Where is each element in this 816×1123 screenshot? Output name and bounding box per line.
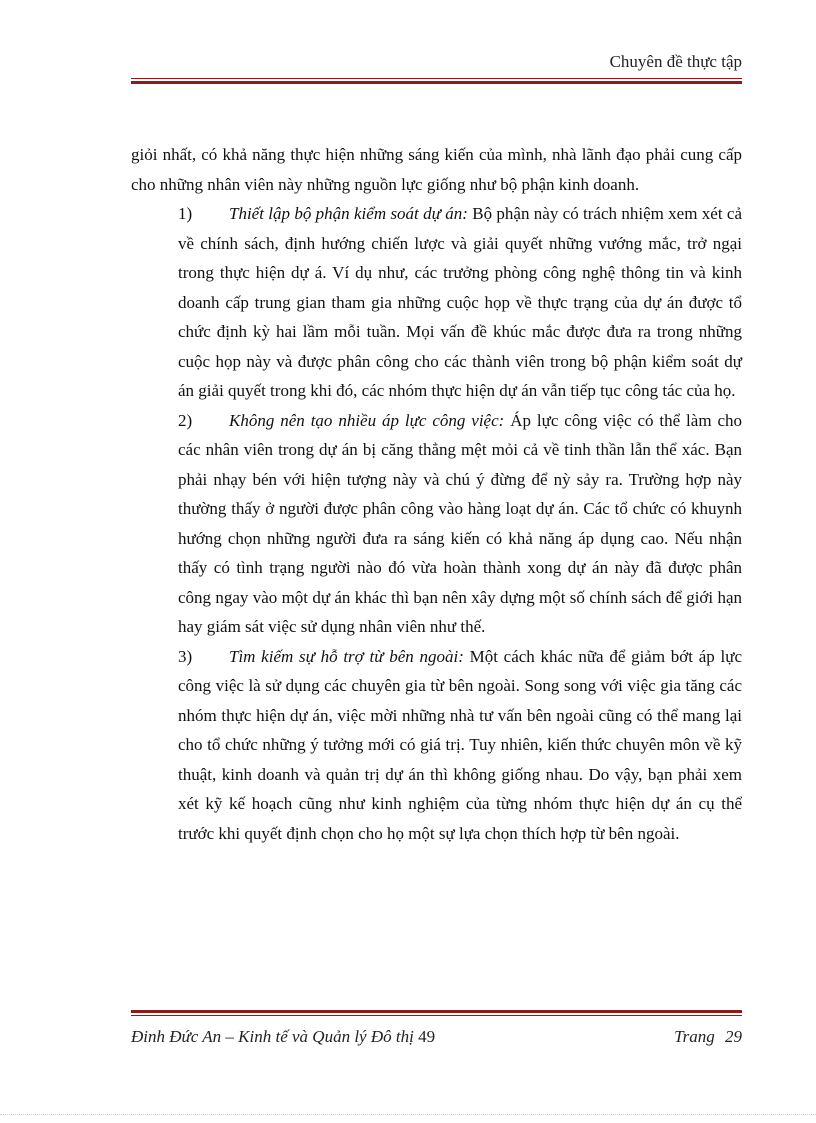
footer-rule-thin (131, 1015, 742, 1016)
item-text: Áp lực công việc có thể làm cho các nhân viên trong dự án bị căng thẳng mệt mỏi cả về tinh thần lẫn thể xác. Bạn phải nhạy bén với hiện tượng này và chú ý đừng để nỳ sảy ra. Trường hợp này thường thấy ở người được phân công vào hàng loạt dự án. Các tổ chức có khuynh hướng chọn những người đưa ra sáng kiến có khả năng áp dụng cao. Nếu nhận thấy có tình trạng người nào đó vừa hoàn thành xong dự án này đã được phân công ngay vào một dự án khác thì bạn nên xây dựng một số chính sách để giới hạn hay giám sát việc sử dụng nhân viên như thế. (178, 410, 742, 636)
page-header-title: Chuyên đề thực tập (609, 52, 742, 71)
item-text: Bộ phận này có trách nhiệm xem xét cả về chính sách, định hướng chiến lược và giải quyết những vướng mắc, trở ngại trong thực hiện dự á. Ví dụ như, các trưởng phòng công nghệ thông tin và kinh doanh cấp trung gian tham gia những cuộc họp về thực trạng của dự án được tổ chức định kỳ hai lầm mỗi tuần. Mọi vấn đề khúc mắc được đưa ra trong những cuộc họp này và được phân công cho các thành viên trong bộ phận kiểm soát dự án giải quyết trong khi đó, các nhóm thực hiện dự án vẫn tiếp tục công tác của họ. (178, 204, 742, 400)
header-rule-thick (131, 81, 742, 84)
page-edge-divider (0, 1114, 816, 1116)
header-rule-thin (131, 78, 742, 79)
item-number: 1) (178, 204, 193, 223)
item-lead: Không nên tạo nhiều áp lực công việc: (229, 410, 505, 430)
item-text: Một cách khác nữa để giảm bớt áp lực công việc là sử dụng các chuyên gia từ bên ngoài. Song song với việc gia tăng các nhóm thực hiện dự án, việc mời những nhà tư vấn bên ngoài cũng có thể mang lại cho tổ chức những ý tưởng mới có giá trị. Tuy nhiên, kiến thức chuyên môn về kỹ thuật, kinh doanh và quản trị dự án thì không giống nhau. Do vậy, bạn phải xem xét kỹ kế hoạch cũng như kinh nghiệm của từng nhóm thực hiện dự án cụ thể trước khi quyết định chọn cho họ một sự lựa chọn thích hợp từ bên ngoài. (178, 646, 742, 843)
item-number: 3) (178, 646, 193, 666)
item-number: 2) (178, 410, 193, 430)
footer-author-line: Đinh Đức An – Kinh tế và Quản lý Đô thị (131, 1027, 419, 1046)
list-item-3 (131, 642, 742, 849)
footer-class-number: 49 (418, 1027, 436, 1046)
list-item-2 (131, 406, 742, 642)
footer-page-number: Trang 29 (674, 1027, 742, 1046)
intro-paragraph: giỏi nhất, có khả năng thực hiện những sáng kiến của mình, nhà lãnh đạo phải cung cấp cho những nhân viên này những nguồn lực giống như bộ phận kinh doanh. (131, 145, 742, 194)
footer-author (131, 1027, 435, 1047)
list-item-1 (131, 199, 742, 406)
document-body (131, 140, 742, 848)
item-lead: Tìm kiếm sự hỗ trợ từ bên ngoài: (229, 646, 464, 666)
footer-rule-thick (131, 1010, 742, 1013)
item-lead: Thiết lập bộ phận kiểm soát dự án: (229, 204, 468, 223)
